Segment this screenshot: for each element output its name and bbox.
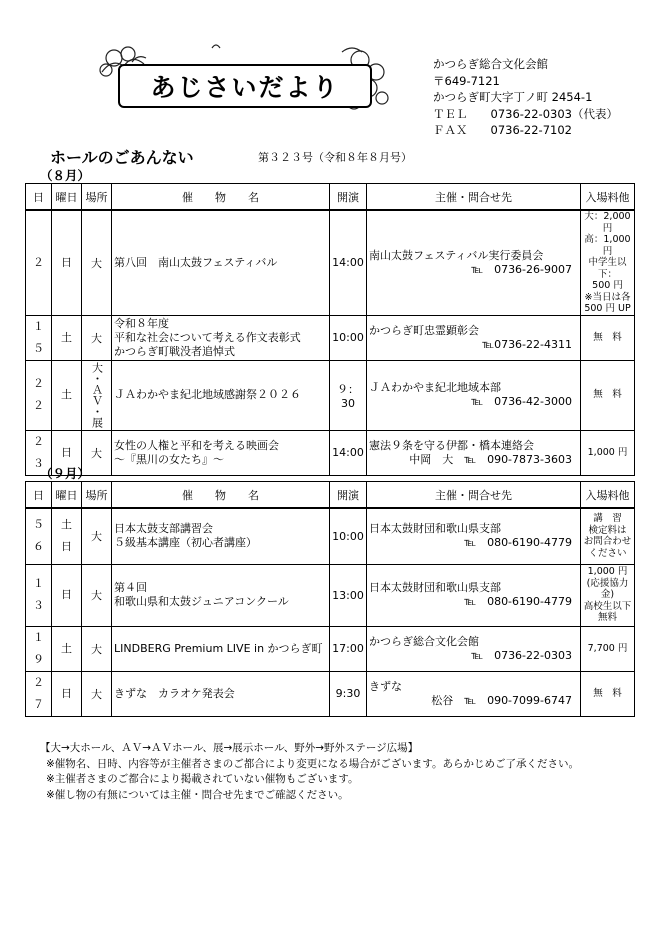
organizer-phone: ℡ 0736-42-3000 xyxy=(471,395,572,408)
organizer-phone: ℡0736-22-4311 xyxy=(482,337,572,351)
organizer-phone: ℡ 080-6190-4779 xyxy=(464,595,572,608)
text-line: 講 習 xyxy=(593,513,622,525)
text-line: ～『黒川の女たち』～ xyxy=(114,452,224,466)
organizer-cell xyxy=(367,626,581,671)
august-label: （８月） xyxy=(40,168,91,183)
column-header: 主催・問合せ先 xyxy=(367,482,581,509)
admission-fee-cell xyxy=(581,430,635,475)
org-postal: 〒649-7121 xyxy=(433,73,500,88)
organizer-name: ＪＡわかやま紀北地域本部 xyxy=(369,381,501,394)
org-address: かつらぎ町大字丁ノ町 2454-1 xyxy=(433,90,593,104)
venue-cell: 大 xyxy=(82,508,112,564)
text-line: 令和８年度 xyxy=(114,316,169,330)
text-line: 高：1,000 円 xyxy=(584,234,631,257)
venue-legend: 【大→大ホール、ＡＶ→ＡＶホール、展→展示ホール、野外→野外ステージ広場】 xyxy=(40,742,419,754)
text-line: 第４回 xyxy=(114,581,147,594)
admission-fee-cell xyxy=(581,210,635,315)
text-line: 無料 xyxy=(597,612,617,624)
organizer-name: 日本太鼓財団和歌山県支部 xyxy=(369,522,501,536)
organizer-name: 南山太鼓フェスティバル実行委員会 xyxy=(369,248,544,262)
day-cell: ２３ xyxy=(26,430,52,475)
august-schedule-table xyxy=(25,183,635,476)
table-row xyxy=(26,508,635,564)
weekday-cell: 日 xyxy=(52,671,82,716)
text-line: 日本太鼓支部講習会 xyxy=(114,522,213,536)
event-name-cell xyxy=(112,360,330,430)
text-line: 1,000 円 xyxy=(587,566,628,578)
event-name-cell xyxy=(112,430,330,475)
admission-fee-cell xyxy=(581,564,635,626)
venue-cell: 大 xyxy=(82,430,112,475)
day-cell: ２２ xyxy=(26,360,52,430)
organizer-phone: ℡ 0736-26-9007 xyxy=(471,262,572,276)
text-line: 第八回 南山太鼓フェスティバル xyxy=(114,255,278,269)
weekday-cell: 日 xyxy=(52,430,82,475)
event-name-cell xyxy=(112,210,330,315)
org-fax: ＦＡＸ 0736-22-7102 xyxy=(433,123,572,137)
day-cell: ２ xyxy=(26,210,52,315)
organizer-phone: ℡ 080-6190-4779 xyxy=(464,536,572,550)
start-time-cell: 13:00 xyxy=(330,564,367,626)
column-header: 開演 xyxy=(330,482,367,509)
organizer-cell xyxy=(367,564,581,626)
text-line: きずな カラオケ発表会 xyxy=(114,686,235,700)
event-name-cell xyxy=(112,508,330,564)
text-line: ＪＡわかやま紀北地域感謝祭２０２６ xyxy=(114,388,301,401)
organization-info xyxy=(433,56,618,139)
header-row xyxy=(26,184,635,211)
organizer-name: かつらぎ総合文化会館 xyxy=(369,634,479,648)
september-schedule-table xyxy=(25,481,635,717)
organizer-cell xyxy=(367,508,581,564)
day-cell: ５ ６ xyxy=(26,508,52,564)
day-cell: １５ xyxy=(26,315,52,360)
column-header: 入場料他 xyxy=(581,184,635,211)
text-line: 500 円 xyxy=(592,280,623,291)
start-time-cell: 14:00 xyxy=(330,210,367,315)
admission-fee-cell xyxy=(581,671,635,716)
weekday-cell: 日 xyxy=(52,210,82,315)
newsletter-logo xyxy=(92,42,392,114)
note-change: ※催物名、日時、内容等が主催者さまのご都合により変更になる場合がございます。あらかじめご了承ください。 xyxy=(46,757,579,770)
text-line: LINDBERG Premium LIVE in かつらぎ町 xyxy=(114,641,323,655)
event-name-cell xyxy=(112,626,330,671)
organizer-cell xyxy=(367,360,581,430)
weekday-cell: 土 xyxy=(52,315,82,360)
venue-cell: 大 xyxy=(82,626,112,671)
organizer-cell xyxy=(367,671,581,716)
notes xyxy=(40,741,579,803)
start-time-cell: 9:30 xyxy=(330,671,367,716)
organizer-name: きずな xyxy=(369,679,402,693)
september-label: （９月） xyxy=(40,466,91,481)
start-time-cell: 17:00 xyxy=(330,626,367,671)
text-line: (応援協力金) xyxy=(586,577,629,601)
text-line: 500 円 UP xyxy=(584,303,631,314)
column-header: 場所 xyxy=(82,184,112,211)
organizer-name: 憲法９条を守る伊都・橋本連絡会 xyxy=(369,438,534,452)
day-cell: ２７ xyxy=(26,671,52,716)
table-row xyxy=(26,671,635,716)
text-line: 無 料 xyxy=(593,687,622,699)
column-header: 主催・問合せ先 xyxy=(367,184,581,211)
note-unlisted: ※主催者さまのご都合により掲載されていない催物もございます。 xyxy=(46,773,359,785)
start-time-cell: 14:00 xyxy=(330,430,367,475)
organizer-phone: 中岡 大 ℡ 090-7873-3603 xyxy=(409,452,572,466)
note-confirm: ※催し物の有無については主催・問合せ先までご確認ください。 xyxy=(46,788,349,801)
column-header: 場所 xyxy=(82,482,112,509)
text-line: ※当日は各 xyxy=(584,291,631,303)
column-header: 日 xyxy=(26,482,52,509)
weekday-cell: 土 xyxy=(52,360,82,430)
column-header: 曜日 xyxy=(52,184,82,211)
day-cell: １３ xyxy=(26,564,52,626)
table-row xyxy=(26,626,635,671)
organizer-cell xyxy=(367,315,581,360)
start-time-cell: ９：30 xyxy=(330,360,367,430)
admission-fee-cell xyxy=(581,360,635,430)
text-line: お問合わせ xyxy=(583,536,632,548)
text-line: 大：2,000 円 xyxy=(584,211,631,234)
event-name-cell xyxy=(112,564,330,626)
admission-fee-cell xyxy=(581,508,635,564)
organizer-cell xyxy=(367,430,581,475)
text-line: 女性の人権と平和を考える映画会 xyxy=(114,438,279,452)
organizer-phone: ℡ 0736-22-0303 xyxy=(471,648,572,662)
table-row xyxy=(26,564,635,626)
text-line: ください xyxy=(588,547,627,559)
start-time-cell: 10:00 xyxy=(330,508,367,564)
column-header: 催 物 名 xyxy=(112,184,330,211)
section-title: ホールのごあんない xyxy=(50,148,194,167)
column-header: 開演 xyxy=(330,184,367,211)
event-name-cell xyxy=(112,671,330,716)
venue-cell: 大 xyxy=(82,210,112,315)
header-row xyxy=(26,482,635,509)
venue-cell: 大 xyxy=(82,564,112,626)
weekday-cell: 日 xyxy=(52,564,82,626)
organizer-cell xyxy=(367,210,581,315)
weekday-cell: 土 xyxy=(52,626,82,671)
text-line: ５級基本講座（初心者講座） xyxy=(114,536,257,550)
table-row xyxy=(26,210,635,315)
text-line: 7,700 円 xyxy=(587,642,628,654)
admission-fee-cell xyxy=(581,315,635,360)
event-name-cell xyxy=(112,315,330,360)
organizer-name: かつらぎ町忠霊顕彰会 xyxy=(369,323,479,337)
organizer-phone: 松谷 ℡ 090-7099-6747 xyxy=(431,693,572,707)
text-line: 検定料は xyxy=(588,524,627,536)
issue-number: 第３２３号（令和８年８月号） xyxy=(258,151,412,164)
venue-cell: 大 xyxy=(82,671,112,716)
text-line: 高校生以下 xyxy=(583,600,632,612)
text-line: 平和な社会について考える作文表彰式 xyxy=(114,330,301,344)
weekday-cell: 土 日 xyxy=(52,508,82,564)
text-line: かつらぎ町戦没者追悼式 xyxy=(114,344,235,358)
column-header: 入場料他 xyxy=(581,482,635,509)
admission-fee-cell xyxy=(581,626,635,671)
org-name: かつらぎ総合文化会館 xyxy=(433,57,548,71)
column-header: 催 物 名 xyxy=(112,482,330,509)
text-line: 無 料 xyxy=(593,389,622,401)
newsletter-title: あじさいだより xyxy=(118,64,372,108)
start-time-cell: 10:00 xyxy=(330,315,367,360)
organizer-name: 日本太鼓財団和歌山県支部 xyxy=(369,581,501,594)
day-cell: １９ xyxy=(26,626,52,671)
column-header: 曜日 xyxy=(52,482,82,509)
org-tel: ＴＥＬ 0736-22-0303（代表） xyxy=(433,106,618,121)
table-row xyxy=(26,430,635,475)
venue-cell: 大 xyxy=(82,315,112,360)
text-line: 和歌山県和太鼓ジュニアコンクール xyxy=(114,595,289,608)
venue-cell: 大・ＡＶ・展 xyxy=(82,360,112,430)
column-header: 日 xyxy=(26,184,52,211)
table-row xyxy=(26,360,635,430)
text-line: 中学生以下： xyxy=(588,257,627,280)
text-line: 1,000 円 xyxy=(587,446,628,458)
table-row xyxy=(26,315,635,360)
text-line: 無 料 xyxy=(593,331,622,343)
